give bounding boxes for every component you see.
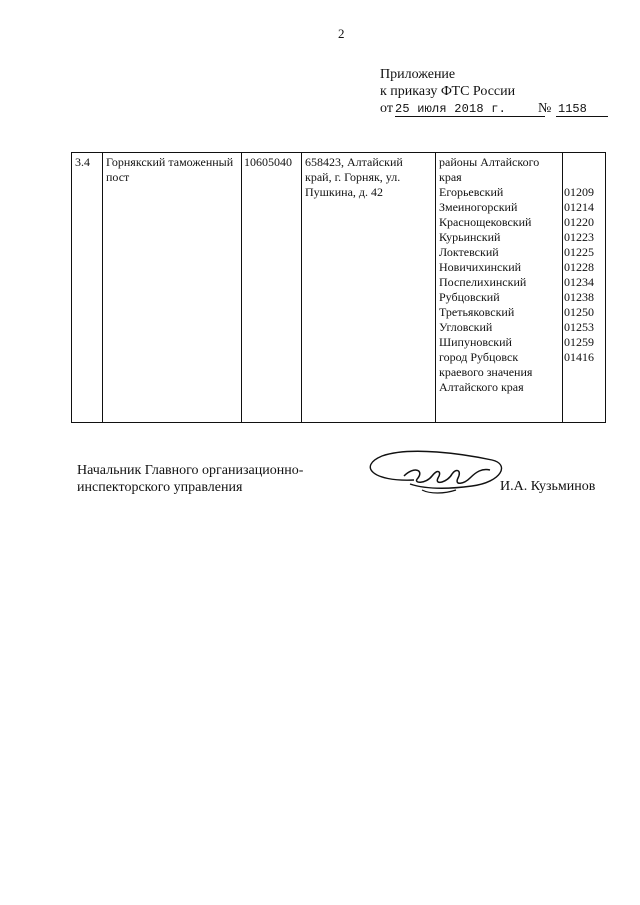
signatory-title-line2: инспекторского управления (77, 480, 243, 495)
row-index: 3.4 (72, 153, 103, 423)
regions-cell (436, 153, 563, 423)
region-name: Змеиногорский (439, 200, 518, 214)
region-name: Краснощековский (439, 215, 532, 229)
customs-post-table (71, 152, 606, 423)
region-code: 01225 (564, 245, 594, 259)
handwritten-signature (352, 448, 512, 508)
page-number: 2 (338, 26, 345, 41)
region-code: 01209 (564, 185, 594, 199)
region-code: 01234 (564, 275, 594, 289)
region-name: Курьинский (439, 230, 501, 244)
region-name: Егорьевский (439, 185, 504, 199)
appendix-header (380, 66, 587, 120)
codes-cell (563, 153, 606, 423)
region-code: 01214 (564, 200, 594, 214)
region-name: город Рубцовск краевого значения Алтайского края (439, 350, 533, 394)
order-date-line (380, 100, 587, 120)
signatory-title (77, 462, 303, 496)
region-code: 01259 (564, 335, 594, 349)
post-address: 658423, Алтайский край, г. Горняк, ул. Пушкина, д. 42 (302, 153, 436, 423)
region-name: Шипуновский (439, 335, 512, 349)
order-number: 1158 (556, 103, 608, 117)
region-name: Новичихинский (439, 260, 522, 274)
region-name: Поспелихинский (439, 275, 527, 289)
appendix-title: Приложение (380, 67, 456, 82)
region-name: Угловский (439, 320, 493, 334)
region-code: 01223 (564, 230, 594, 244)
post-name: Горнякский таможенный пост (103, 153, 242, 423)
number-label: № (538, 101, 552, 116)
region-name: Третьяковский (439, 305, 515, 319)
region-code: 01250 (564, 305, 594, 319)
regions-header: районы Алтайского края (439, 155, 540, 184)
date-prefix: от (380, 101, 393, 116)
region-code: 01238 (564, 290, 594, 304)
region-name: Рубцовский (439, 290, 500, 304)
region-name: Локтевский (439, 245, 499, 259)
region-code: 01253 (564, 320, 594, 334)
region-code: 01228 (564, 260, 594, 274)
appendix-order-ref: к приказу ФТС России (380, 84, 516, 99)
order-date: 25 июля 2018 г. (395, 103, 545, 117)
signatory-name: И.А. Кузьминов (500, 479, 596, 494)
signatory-title-line1: Начальник Главного организационно- (77, 463, 304, 478)
post-code: 10605040 (242, 153, 302, 423)
table-row (72, 153, 606, 423)
region-code: 01220 (564, 215, 594, 229)
region-code: 01416 (564, 350, 594, 364)
codes-spacer (564, 155, 602, 185)
